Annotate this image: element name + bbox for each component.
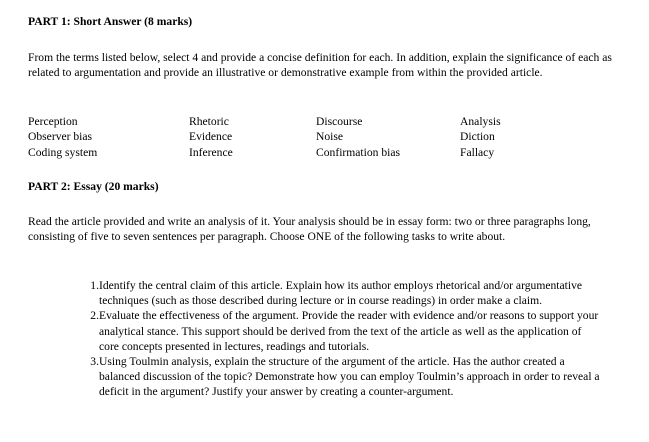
terms-table <box>28 114 628 160</box>
task-item <box>28 354 628 400</box>
terms-row <box>28 129 628 144</box>
task-text: Evaluate the effectiveness of the argument. Provide the reader with evidence and/or reasons to support your analytical stance. This support should be derived from the text of the article as well as the application of core concepts presented in lectures, readings and tutorials. <box>99 309 599 353</box>
term-item: Inference <box>189 145 233 159</box>
term-item: Noise <box>316 130 344 144</box>
part2-heading: PART 2: Essay (20 marks) <box>28 180 159 193</box>
term-item: Analysis <box>460 115 501 128</box>
task-list <box>28 278 628 400</box>
term-item: Evidence <box>189 130 233 144</box>
task-item <box>28 278 628 308</box>
term-item: Perception <box>28 115 78 128</box>
part1-heading: PART 1: Short Answer (8 marks) <box>28 15 193 28</box>
term-item: Confirmation bias <box>316 145 401 159</box>
term-item: Rhetoric <box>189 115 229 128</box>
task-text: Identify the central claim of this article. Explain how its author employs rhetorical and/or argumentative techniques (such as those described during lecture or in course readings) in order make a claim. <box>99 279 583 308</box>
task-number: 1. <box>90 279 99 292</box>
term-item: Coding system <box>28 145 98 159</box>
term-item: Diction <box>460 130 495 144</box>
term-item: Fallacy <box>460 145 495 159</box>
task-item <box>28 308 628 354</box>
task-text: Using Toulmin analysis, explain the structure of the argument of the article. Has the author created a balanced discussion of the topic? Demonstrate how you can employ Toulmin’s approach in order to reveal a deficit in the argument? Justify your answer by creating a counter-argument. <box>99 355 600 399</box>
terms-row <box>28 114 628 129</box>
task-number: 2. <box>90 309 99 323</box>
task-number: 3. <box>90 355 99 369</box>
part2-instructions: Read the article provided and write an analysis of it. Your analysis should be in essay form: two or three paragraphs long, consisting of five to seven sentences per paragraph. Choose ONE of the following tasks to write about. <box>28 215 591 244</box>
part1-instructions: From the terms listed below, select 4 and provide a concise definition for each. In addition, explain the significance of each as related to argumentation and provide an illustrative or demonstrative example from within the provided article. <box>28 51 612 80</box>
term-item: Discourse <box>316 115 363 128</box>
terms-row <box>28 145 628 160</box>
term-item: Observer bias <box>28 130 93 144</box>
